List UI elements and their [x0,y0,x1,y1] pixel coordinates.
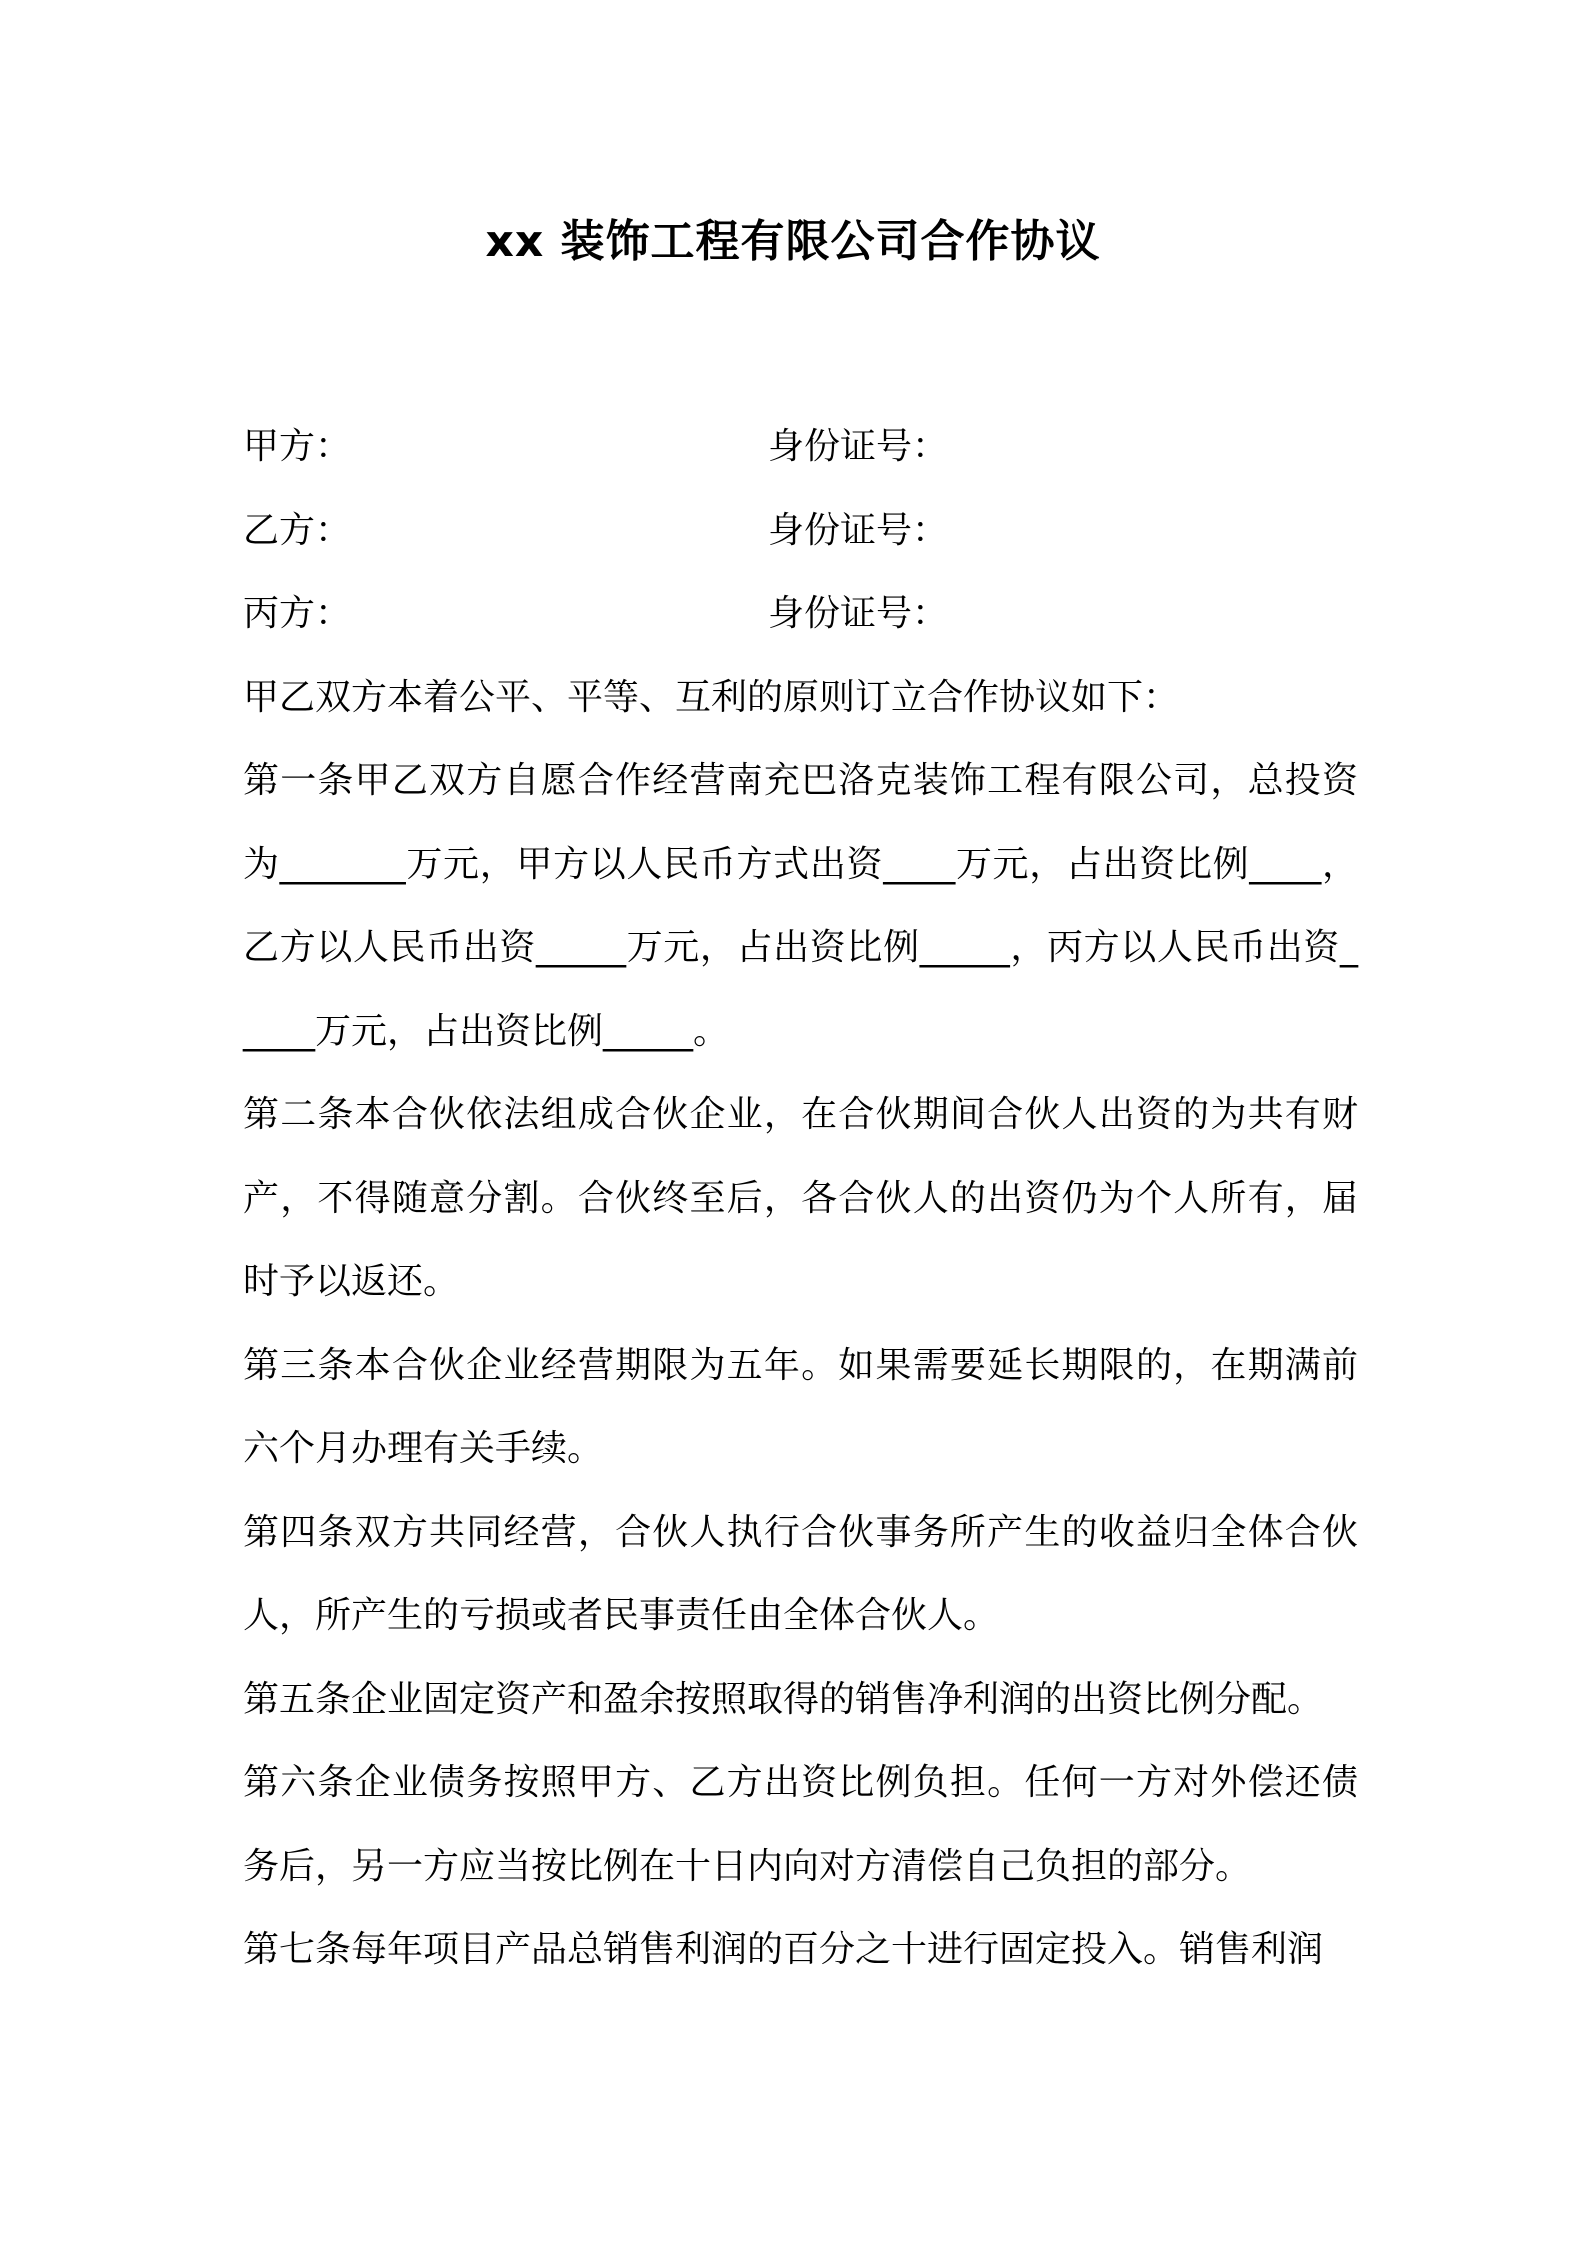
party-label-yi: 乙方： [243,509,352,551]
article-3: 第三条本合伙企业经营期限为五年。如果需要延长期限的，在期满前六个月办理有关手续。 [243,1344,1358,1469]
preamble: 甲乙双方本着公平、平等、互利的原则订立合作协议如下： [243,676,1180,718]
article-4: 第四条双方共同经营，合伙人执行合伙事务所产生的收益归全体合伙人，所产生的亏损或者民事责任由全体合伙人。 [243,1511,1358,1636]
article-2: 第二条本合伙依法组成合伙企业，在合伙期间合伙人出资的为共有财产，不得随意分割。合伙终至后，各合伙人的出资仍为个人所有，届时予以返还。 [243,1094,1358,1302]
article-5: 第五条企业固定资产和盈余按照取得的销售净利润的出资比例分配。 [243,1678,1324,1720]
article-7: 第七条每年项目产品总销售利润的百分之十进行固定投入。销售利润 [243,1929,1324,1970]
document-title: xx 装饰工程有限公司合作协议 [485,216,1101,267]
party-row-jia [243,405,1358,489]
id-number-label-bing: 身份证号： [768,593,949,634]
party-row-yi [243,489,1358,573]
id-number-label-jia: 身份证号： [768,426,949,467]
article-1: 第一条甲乙双方自愿合作经营南充巴洛克装饰工程有限公司，总投资为_______万元，甲方以人民币方式出资____万元，占出资比例____，乙方以人民币出资_____万元，占出资比例_____，丙方以人民币出资_____万元，占出资比例_____。 [243,760,1358,1052]
party-label-bing: 丙方： [243,593,352,634]
document-body [243,405,1358,1992]
id-number-label-yi: 身份证号： [768,509,949,551]
party-label-jia: 甲方： [243,426,352,467]
article-6: 第六条企业债务按照甲方、乙方出资比例负担。任何一方对外偿还债务后，另一方应当按比例在十日内向对方清偿自己负担的部分。 [243,1762,1358,1887]
party-row-bing [243,572,1358,656]
